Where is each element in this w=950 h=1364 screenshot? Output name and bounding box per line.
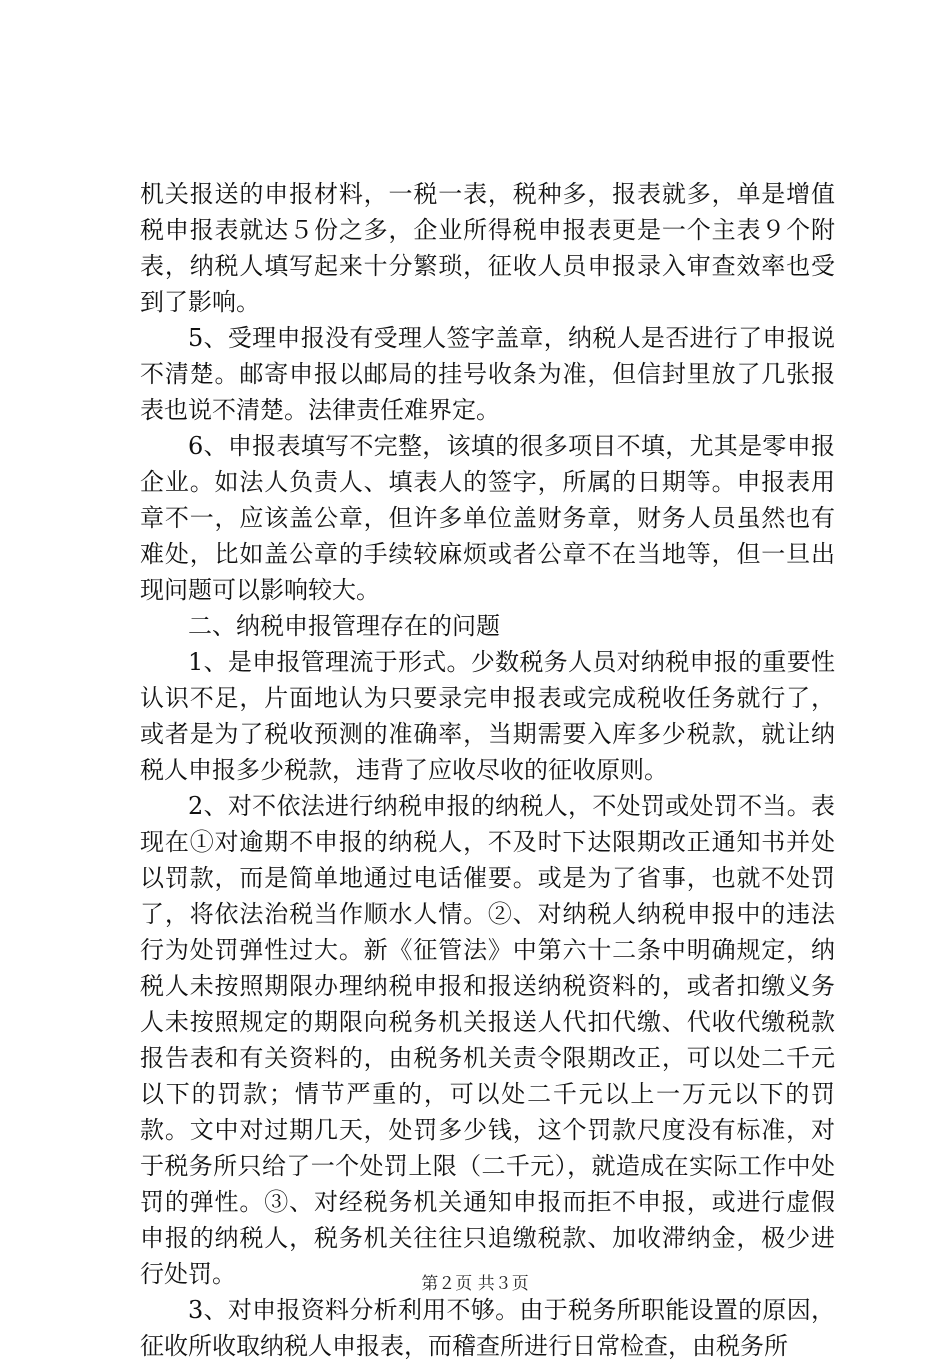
section-heading: 二、纳税申报管理存在的问题 [188,612,500,640]
paragraph-item-6: 6、申报表填写不完整，该填的很多项目不填，尤其是零申报企业。如法人负责人、填表人的签字，所属的日期等。申报表用章不一，应该盖公章，但许多单位盖财务章，财务人员虽然也有难处，比如盖公章的手续较麻烦或者公章不在当地等，但一旦出现问题可以影响较大。 [140,432,835,604]
page-number-label: 第２页 共３页 [421,1274,529,1294]
paragraph-item-5: 5、受理申报没有受理人签字盖章，纳税人是否进行了申报说不清楚。邮寄申报以邮局的挂号收条为准，但信封里放了几张报表也说不清楚。法律责任难界定。 [140,324,835,424]
paragraph-issue-3: 3、对申报资料分析利用不够。由于税务所职能设置的原因，征收所收取纳税人申报表，而稽查所进行日常检查，由税务所 [140,1296,835,1360]
page-footer [0,1272,950,1296]
paragraph-continuation: 机关报送的申报材料，一税一表，税种多，报表就多，单是增值税申报表就达５份之多，企业所得税申报表更是一个主表９个附表，纳税人填写起来十分繁琐，征收人员申报录入审查效率也受到了影响。 [140,180,835,316]
paragraph-issue-2: 2、对不依法进行纳税申报的纳税人，不处罚或处罚不当。表现在①对逾期不申报的纳税人，不及时下达限期改正通知书并处以罚款，而是简单地通过电话催要。或是为了省事，也就不处罚了，将依法治税当作顺水人情。②、对纳税人纳税申报中的违法行为处罚弹性过大。新《征管法》中第六十二条中明确规定，纳税人未按照期限办理纳税申报和报送纳税资料的，或者扣缴义务人未按照规定的期限向税务机关报送人代扣代缴、代收代缴税款报告表和有关资料的，由税务机关责令限期改正，可以处二千元以下的罚款；情节严重的，可以处二千元以上一万元以下的罚款。文中对过期几天，处罚多少钱，这个罚款尺度没有标准，对于税务所只给了一个处罚上限（二千元），就造成在实际工作中处罚的弹性。③、对经税务机关通知申报而拒不申报，或进行虚假申报的纳税人，税务机关往往只追缴税款、加收滞纳金，极少进行处罚。 [140,792,835,1288]
document-body [140,176,835,1364]
paragraph-issue-1: 1、是申报管理流于形式。少数税务人员对纳税申报的重要性认识不足，片面地认为只要录完申报表或完成税收任务就行了，或者是为了税收预测的准确率，当期需要入库多少税款，就让纳税人申报多少税款，违背了应收尽收的征收原则。 [140,648,835,784]
